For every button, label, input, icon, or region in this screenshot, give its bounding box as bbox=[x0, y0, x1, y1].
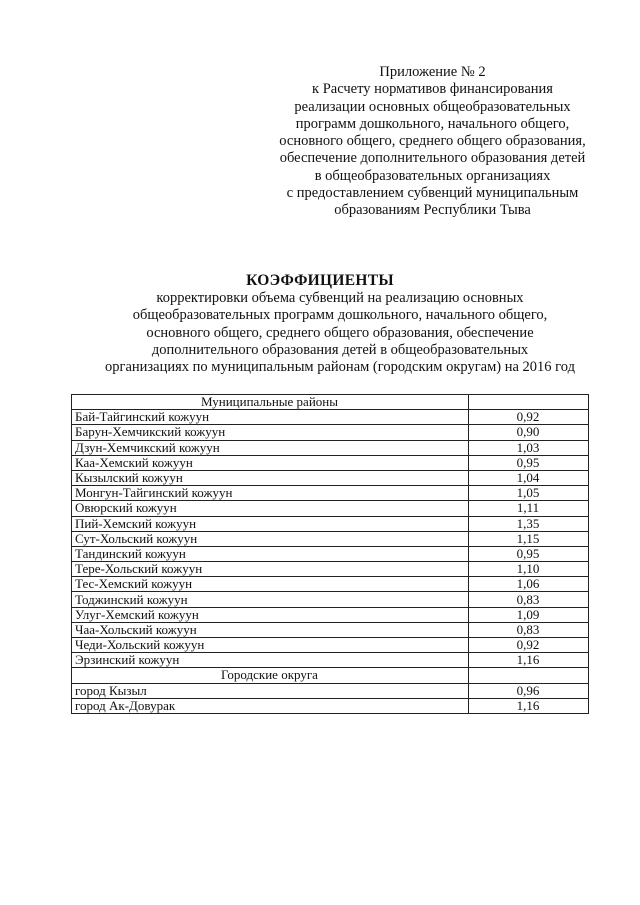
table-row bbox=[72, 501, 589, 516]
table-row bbox=[72, 653, 589, 668]
coefficient-value: 1,03 bbox=[469, 440, 589, 455]
table-row bbox=[72, 410, 589, 425]
subtitle-line: корректировки объема субвенций на реализацию основных bbox=[156, 290, 524, 306]
appendix-line: образованиям Республики Тыва bbox=[334, 202, 531, 219]
coefficients-table bbox=[71, 394, 589, 714]
empty-header-cell bbox=[469, 668, 589, 683]
coefficient-value: 1,35 bbox=[469, 516, 589, 531]
coefficient-value: 1,05 bbox=[469, 486, 589, 501]
district-name: Овюрский кожуун bbox=[72, 501, 469, 516]
district-name: Барун-Хемчикский кожуун bbox=[72, 425, 469, 440]
district-name: Монгун-Тайгинский кожуун bbox=[72, 486, 469, 501]
district-name: Сут-Хольский кожуун bbox=[72, 531, 469, 546]
appendix-line: с предоставлением субвенций муниципальным bbox=[286, 185, 579, 202]
district-name: Каа-Хемский кожуун bbox=[72, 455, 469, 470]
district-name: Дзун-Хемчикский кожуун bbox=[72, 440, 469, 455]
district-name: Тес-Хемский кожуун bbox=[72, 577, 469, 592]
table-row bbox=[72, 592, 589, 607]
coefficient-value: 0,90 bbox=[469, 425, 589, 440]
city-name: город Кызыл bbox=[72, 683, 469, 698]
coefficient-value: 0,92 bbox=[469, 638, 589, 653]
city-name: город Ак-Довурак bbox=[72, 698, 469, 713]
section-row-cities bbox=[72, 668, 589, 683]
table-row bbox=[72, 440, 589, 455]
district-name: Бай-Тайгинский кожуун bbox=[72, 410, 469, 425]
coefficient-value: 1,06 bbox=[469, 577, 589, 592]
table-row bbox=[72, 698, 589, 713]
coefficient-value: 1,09 bbox=[469, 607, 589, 622]
district-name: Кызылский кожуун bbox=[72, 470, 469, 485]
subtitle-line: дополнительного образования детей в общеобразовательных bbox=[151, 341, 529, 358]
section-row-districts bbox=[72, 395, 589, 410]
coefficient-value: 0,83 bbox=[469, 592, 589, 607]
table-row bbox=[72, 562, 589, 577]
coefficient-value: 1,10 bbox=[469, 562, 589, 577]
coefficient-value: 0,92 bbox=[469, 410, 589, 425]
document-title: КОЭФФИЦИЕНТЫ bbox=[246, 272, 394, 289]
coefficient-value: 0,95 bbox=[469, 455, 589, 470]
district-name: Чаа-Хольский кожуун bbox=[72, 622, 469, 637]
district-name: Пий-Хемский кожуун bbox=[72, 516, 469, 531]
table-row bbox=[72, 486, 589, 501]
empty-header-cell bbox=[469, 395, 589, 410]
table-row bbox=[72, 531, 589, 546]
coefficients-table-body bbox=[72, 395, 589, 714]
appendix-line: в общеобразовательных организациях bbox=[314, 167, 551, 184]
coefficient-value: 0,96 bbox=[469, 683, 589, 698]
section-header-districts: Муниципальные районы bbox=[72, 395, 469, 410]
appendix-line: обеспечение дополнительного образования детей bbox=[279, 150, 586, 167]
subtitle-line: основного общего, среднего общего образования, обеспечение bbox=[146, 324, 534, 341]
section-header-cities: Городские округа bbox=[72, 668, 469, 683]
district-name: Тандинский кожуун bbox=[72, 546, 469, 561]
subtitle-line: общеобразовательных программ дошкольного, начального общего, bbox=[132, 307, 548, 324]
district-name: Тере-Хольский кожуун bbox=[72, 562, 469, 577]
table-row bbox=[72, 425, 589, 440]
coefficient-value: 1,11 bbox=[469, 501, 589, 516]
table-row bbox=[72, 546, 589, 561]
table-row bbox=[72, 455, 589, 470]
appendix-line: программ дошкольного, начального общего, bbox=[295, 115, 570, 132]
coefficient-value: 1,16 bbox=[469, 653, 589, 668]
table-row bbox=[72, 638, 589, 653]
coefficient-value: 0,95 bbox=[469, 546, 589, 561]
table-row bbox=[72, 607, 589, 622]
table-row bbox=[72, 470, 589, 485]
district-name: Эрзинский кожуун bbox=[72, 653, 469, 668]
table-row bbox=[72, 622, 589, 637]
appendix-line: основного общего, среднего общего образования, bbox=[279, 133, 586, 150]
table-row bbox=[72, 516, 589, 531]
coefficient-value: 0,83 bbox=[469, 622, 589, 637]
appendix-line: реализации основных общеобразовательных bbox=[294, 98, 571, 115]
appendix-heading bbox=[250, 64, 615, 220]
district-name: Чеди-Хольский кожуун bbox=[72, 638, 469, 653]
document-subtitle bbox=[20, 290, 640, 376]
district-name: Улуг-Хемский кожуун bbox=[72, 607, 469, 622]
subtitle-line: организациях по муниципальным районам (городским округам) на 2016 год bbox=[105, 359, 575, 376]
table-row bbox=[72, 577, 589, 592]
appendix-line: Приложение № 2 bbox=[379, 64, 486, 80]
table-row bbox=[72, 683, 589, 698]
appendix-line: к Расчету нормативов финансирования bbox=[312, 81, 553, 98]
coefficient-value: 1,16 bbox=[469, 698, 589, 713]
coefficient-value: 1,15 bbox=[469, 531, 589, 546]
district-name: Тоджинский кожуун bbox=[72, 592, 469, 607]
coefficient-value: 1,04 bbox=[469, 470, 589, 485]
